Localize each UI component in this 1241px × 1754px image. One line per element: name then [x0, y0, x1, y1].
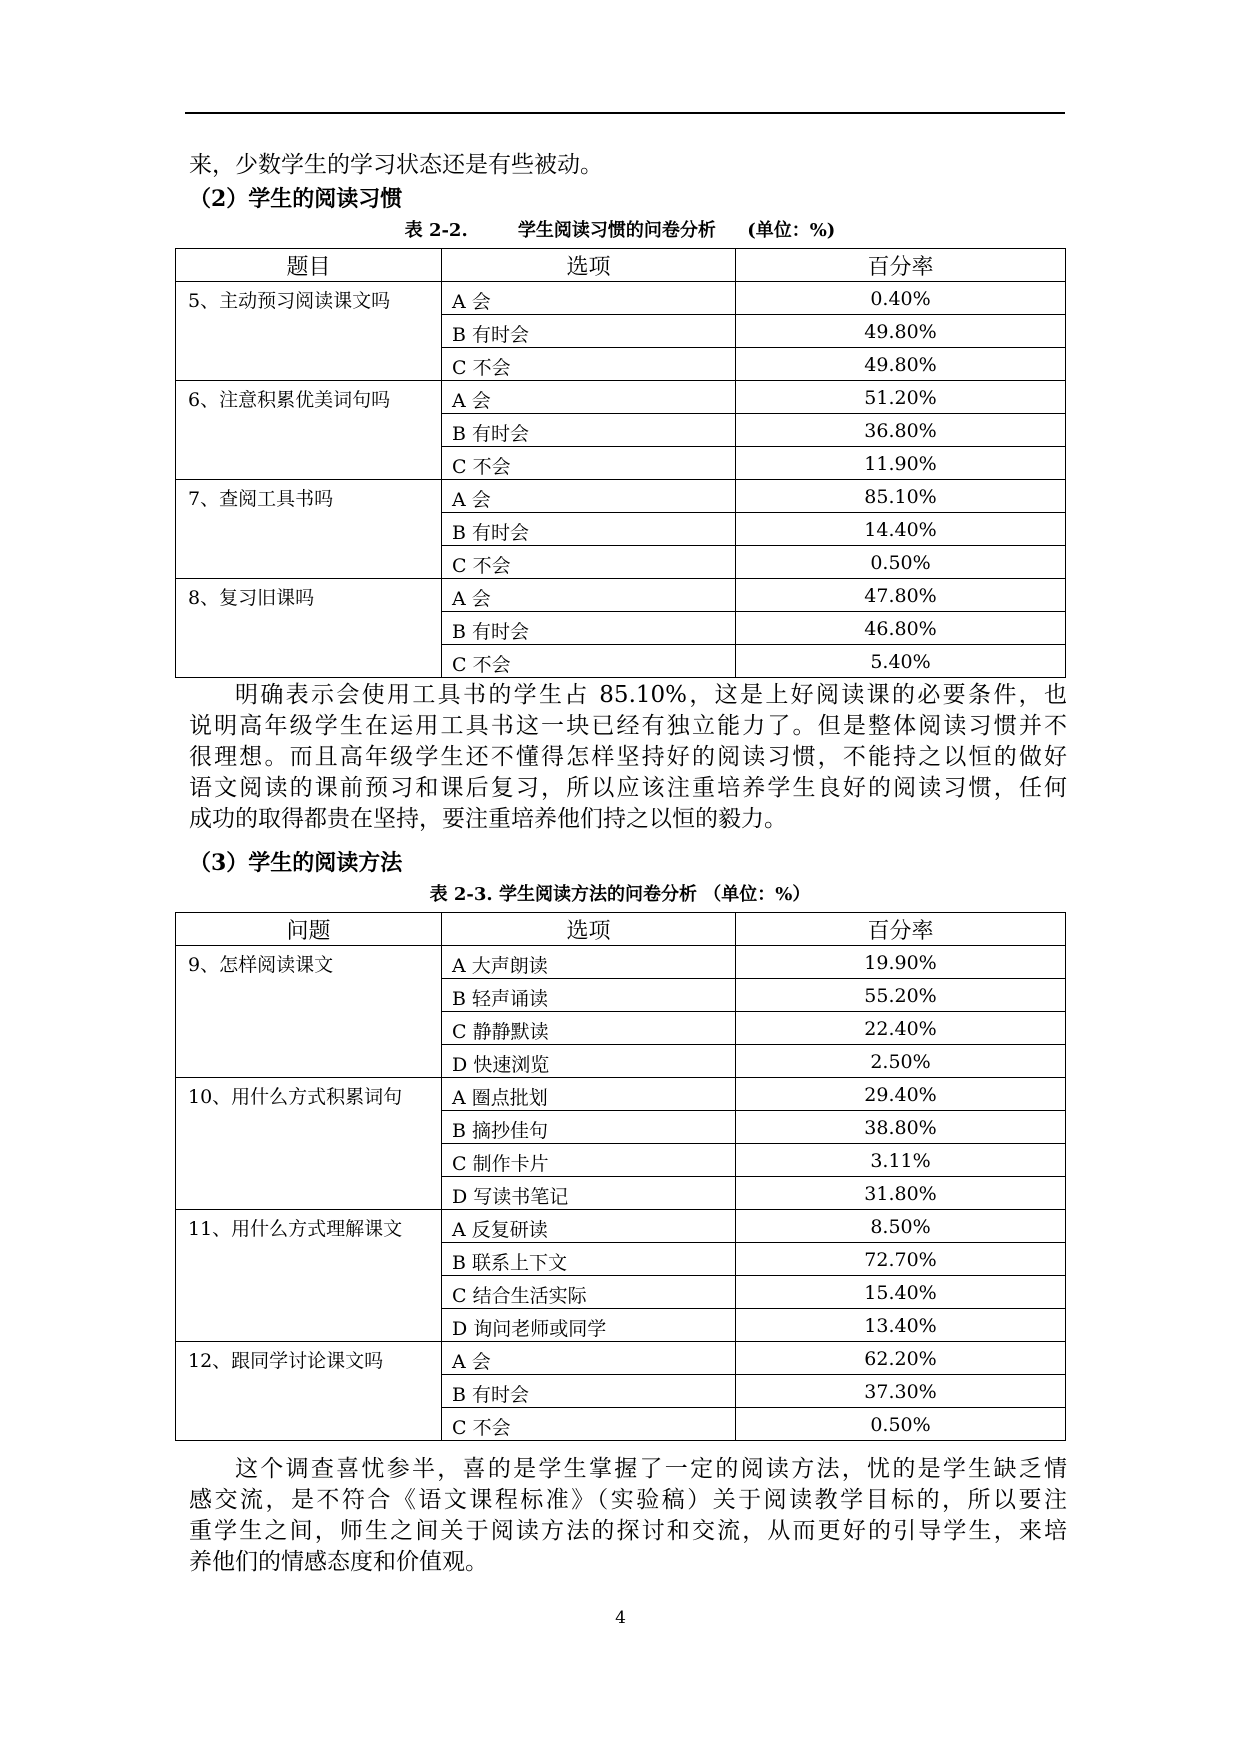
paragraph-line: 语文阅读的课前预习和课后复习，所以应该注重培养学生良好的阅读习惯，任何: [189, 775, 1067, 801]
percent-cell: 49.80%: [736, 315, 1066, 348]
percent-cell: 8.50%: [736, 1210, 1066, 1243]
table-row: [176, 946, 1066, 979]
table-reading-methods: [175, 912, 1066, 1441]
option-cell: A 会: [442, 480, 736, 513]
percent-cell: 3.11%: [736, 1144, 1066, 1177]
percent-cell: 19.90%: [736, 946, 1066, 979]
option-cell: B 有时会: [442, 1375, 736, 1408]
option-cell: D 询问老师或同学: [442, 1309, 736, 1342]
paragraph-line: 成功的取得都贵在坚持，要注重培养他们持之以恒的毅力。: [189, 806, 787, 832]
paragraph-line: 养他们的情感态度和价值观。: [189, 1549, 488, 1575]
percent-cell: 49.80%: [736, 348, 1066, 381]
option-cell: B 有时会: [442, 612, 736, 645]
table-row: [176, 381, 1066, 414]
option-cell: A 大声朗读: [442, 946, 736, 979]
paragraph-line: 感交流，是不符合《语文课程标准》（实验稿）关于阅读教学目标的，所以要注: [189, 1487, 1067, 1513]
option-cell: B 轻声诵读: [442, 979, 736, 1012]
percent-cell: 0.50%: [736, 1408, 1066, 1441]
column-header: 百分率: [736, 913, 1066, 946]
table-row: [176, 1210, 1066, 1243]
question-cell: 5、主动预习阅读课文吗: [176, 282, 442, 381]
paragraph-line: 说明高年级学生在运用工具书这一块已经有独立能力了。但是整体阅读习惯并不: [189, 713, 1067, 739]
question-cell: 8、复习旧课吗: [176, 579, 442, 678]
paragraph-line: 重学生之间，师生之间关于阅读方法的探讨和交流，从而更好的引导学生，来培: [189, 1518, 1067, 1544]
column-header: 百分率: [736, 249, 1066, 282]
percent-cell: 5.40%: [736, 645, 1066, 678]
option-cell: C 不会: [442, 645, 736, 678]
option-cell: B 摘抄佳句: [442, 1111, 736, 1144]
option-cell: C 结合生活实际: [442, 1276, 736, 1309]
section2-heading: （2）学生的阅读习惯: [189, 186, 403, 212]
question-cell: 6、注意积累优美词句吗: [176, 381, 442, 480]
percent-cell: 29.40%: [736, 1078, 1066, 1111]
paragraph-line: 明确表示会使用工具书的学生占 85.10%，这是上好阅读课的必要条件，也: [235, 682, 1067, 708]
percent-cell: 85.10%: [736, 480, 1066, 513]
option-cell: A 会: [442, 1342, 736, 1375]
intro-line: 来，少数学生的学习状态还是有些被动。: [189, 152, 603, 178]
percent-cell: 46.80%: [736, 612, 1066, 645]
option-cell: C 不会: [442, 1408, 736, 1441]
percent-cell: 11.90%: [736, 447, 1066, 480]
percent-cell: 2.50%: [736, 1045, 1066, 1078]
table-row: [176, 1342, 1066, 1375]
table-reading-habits: [175, 248, 1066, 678]
option-cell: B 有时会: [442, 513, 736, 546]
percent-cell: 14.40%: [736, 513, 1066, 546]
option-cell: A 反复研读: [442, 1210, 736, 1243]
column-header: 题目: [176, 249, 442, 282]
column-header: 问题: [176, 913, 442, 946]
option-cell: D 快速浏览: [442, 1045, 736, 1078]
table3-caption: 表 2-3. 学生阅读方法的问卷分析 （单位：%）: [429, 884, 811, 905]
option-cell: C 不会: [442, 546, 736, 579]
percent-cell: 38.80%: [736, 1111, 1066, 1144]
percent-cell: 15.40%: [736, 1276, 1066, 1309]
percent-cell: 55.20%: [736, 979, 1066, 1012]
question-cell: 12、跟同学讨论课文吗: [176, 1342, 442, 1441]
paragraph-line: 很理想。而且高年级学生还不懂得怎样坚持好的阅读习惯，不能持之以恒的做好: [189, 744, 1067, 770]
percent-cell: 22.40%: [736, 1012, 1066, 1045]
option-cell: A 圈点批划: [442, 1078, 736, 1111]
option-cell: B 联系上下文: [442, 1243, 736, 1276]
paragraph-line: 这个调查喜忧参半，喜的是学生掌握了一定的阅读方法，忧的是学生缺乏情: [235, 1456, 1067, 1482]
option-cell: B 有时会: [442, 414, 736, 447]
column-header: 选项: [442, 913, 736, 946]
table-row: [176, 480, 1066, 513]
percent-cell: 72.70%: [736, 1243, 1066, 1276]
percent-cell: 62.20%: [736, 1342, 1066, 1375]
percent-cell: 13.40%: [736, 1309, 1066, 1342]
option-cell: A 会: [442, 381, 736, 414]
percent-cell: 51.20%: [736, 381, 1066, 414]
option-cell: C 制作卡片: [442, 1144, 736, 1177]
percent-cell: 0.50%: [736, 546, 1066, 579]
percent-cell: 31.80%: [736, 1177, 1066, 1210]
option-cell: C 静静默读: [442, 1012, 736, 1045]
option-cell: A 会: [442, 282, 736, 315]
table-header-row: [176, 913, 1066, 946]
option-cell: B 有时会: [442, 315, 736, 348]
section3-heading: （3）学生的阅读方法: [189, 850, 403, 876]
percent-cell: 37.30%: [736, 1375, 1066, 1408]
table-header-row: [176, 249, 1066, 282]
percent-cell: 36.80%: [736, 414, 1066, 447]
question-cell: 7、查阅工具书吗: [176, 480, 442, 579]
question-cell: 9、怎样阅读课文: [176, 946, 442, 1078]
percent-cell: 47.80%: [736, 579, 1066, 612]
question-cell: 11、用什么方式理解课文: [176, 1210, 442, 1342]
table-row: [176, 1078, 1066, 1111]
page-number: 4: [615, 1608, 626, 1628]
column-header: 选项: [442, 249, 736, 282]
option-cell: D 写读书笔记: [442, 1177, 736, 1210]
table-row: [176, 579, 1066, 612]
option-cell: A 会: [442, 579, 736, 612]
header-rule: [185, 112, 1065, 114]
percent-cell: 0.40%: [736, 282, 1066, 315]
table-row: [176, 282, 1066, 315]
option-cell: C 不会: [442, 447, 736, 480]
question-cell: 10、用什么方式积累词句: [176, 1078, 442, 1210]
option-cell: C 不会: [442, 348, 736, 381]
table2-caption: 表 2-2. 学生阅读习惯的问卷分析 (单位：%): [404, 220, 836, 241]
